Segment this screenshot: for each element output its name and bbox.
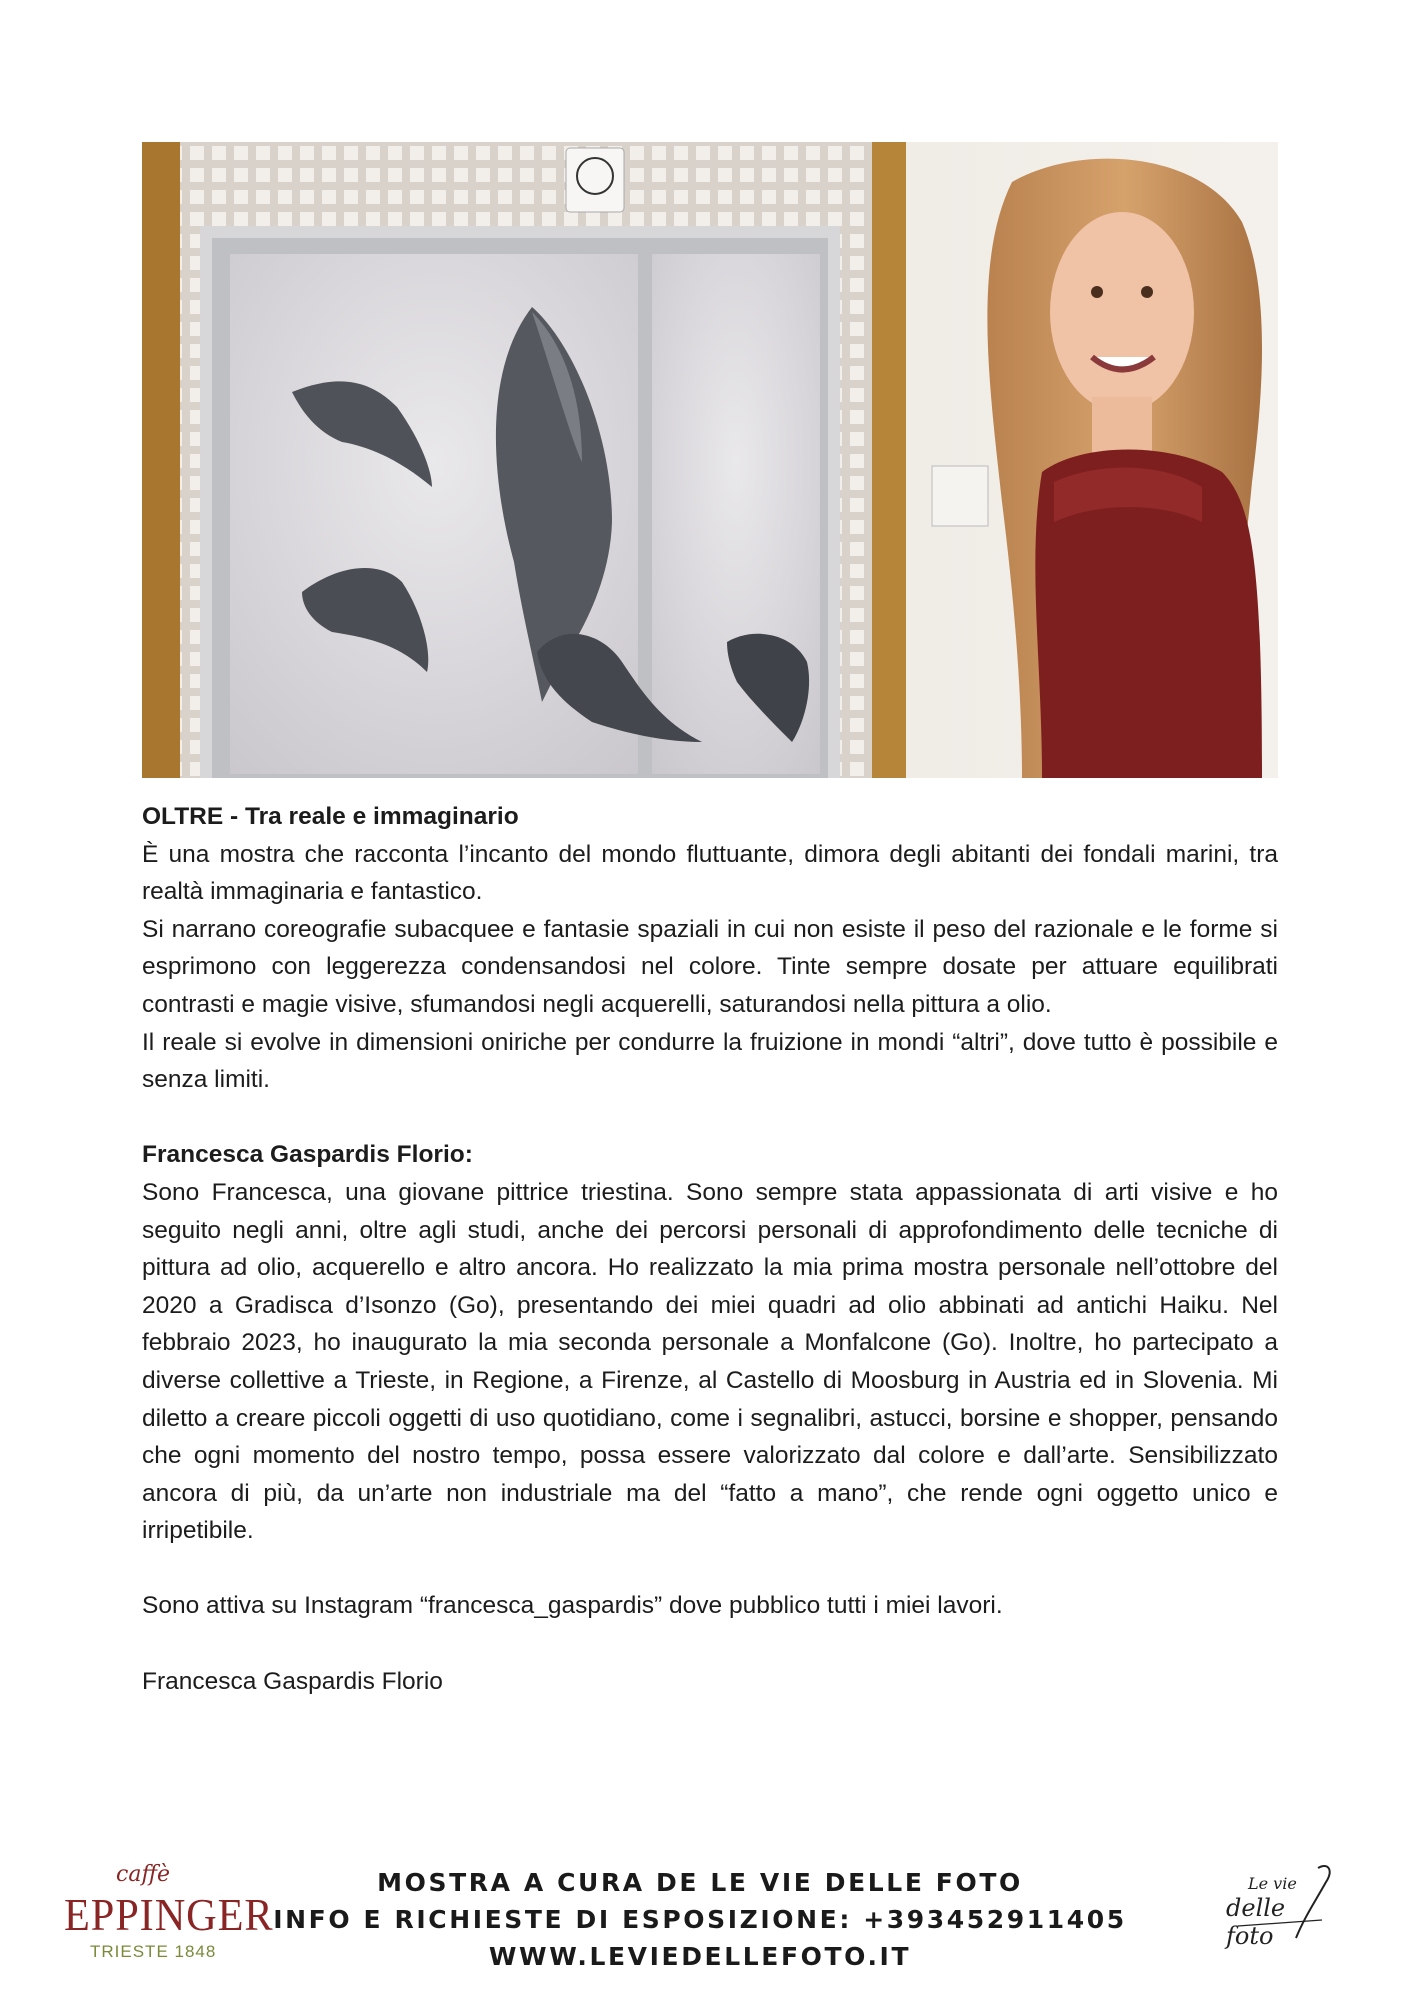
eppinger-logo-city: TRIESTE 1848 (90, 1942, 217, 1961)
photo-illustration (142, 142, 1278, 778)
artist-heading: Francesca Gaspardis Florio: (142, 1141, 473, 1169)
footer-website: WWW.LEVIEDELLEFOTO.IT (488, 1942, 912, 1971)
article-body (142, 798, 1278, 1700)
article-paragraph: È una mostra che racconta l’incanto del mondo fluttuante, dimora degli abitanti dei fondali marini, tra realtà immaginaria e fantastico. (142, 840, 1278, 906)
artist-with-painting-photo (142, 142, 1278, 778)
eppinger-logo-caffe: caffè (116, 1862, 171, 1887)
article-paragraph: Si narrano coreografie subacquee e fantasie spaziali in cui non esiste il peso del razionale e le forme si esprimono con leggerezza condensandosi nel colore. Tinte sempre dosate per attuare equilibrati contrasti e magie visive, sfumandosi negli acquerelli, saturandosi nella pittura a olio. (142, 915, 1278, 1018)
spacer (142, 1625, 1278, 1663)
spacer (142, 1550, 1278, 1588)
footer-contact: INFO E RICHIESTE DI ESPOSIZIONE: +393452911405 (273, 1905, 1127, 1934)
logo-text-le-vie: Le vie (1248, 1874, 1297, 1893)
artist-bio: Sono Francesca, una giovane pittrice triestina. Sono sempre stata appassionata di arti visive e ho seguito negli anni, oltre agli studi, anche dei percorsi personali di approfondimento delle tecniche di pittura ad olio, acquerello e altro ancora. Ho realizzato la mia prima mostra personale nell’ottobre del 2020 a Gradisca d’Isonzo (Go), presentando dei miei quadri ad olio abbinati ad antichi Haiku. Nel febbraio 2023, ho inaugurato la mia seconda personale a Monfalcone (Go). Inoltre, ho partecipato a diverse collettive a Trieste, in Regione, a Firenze, al Castello di Moosburg in Austria ed in Slovenia. Mi diletto a creare piccoli oggetti di uso quotidiano, come i segnalibri, astucci, borsine e shopper, pensando che ogni momento del nostro tempo, possa essere valorizzato dal colore e dall’arte. Sensibilizzato ancora di più, da un’arte non industriale ma del “fatto a mano”, che rende ogni oggetto unico e irripetibile. (142, 1178, 1278, 1545)
signature: Francesca Gaspardis Florio (142, 1667, 443, 1695)
le-vie-delle-foto-logo (1218, 1860, 1338, 1950)
footer-info (200, 1864, 1200, 1975)
instagram-note: Sono attiva su Instagram “francesca_gaspardis” dove pubblico tutti i miei lavori. (142, 1592, 1003, 1620)
footer-curated-by: MOSTRA A CURA DE LE VIE DELLE FOTO (377, 1868, 1023, 1897)
eppinger-logo-name: EPPINGER (64, 1889, 274, 1940)
spacer (142, 1099, 1278, 1137)
exhibition-title: OLTRE - Tra reale e immaginario (142, 803, 519, 830)
article-paragraph: Il reale si evolve in dimensioni oniriche per condurre la fruizione in mondi “altri”, dove tutto è possibile e senza limiti. (142, 1028, 1278, 1094)
logo-text-delle-foto: delle foto (1226, 1894, 1286, 1950)
